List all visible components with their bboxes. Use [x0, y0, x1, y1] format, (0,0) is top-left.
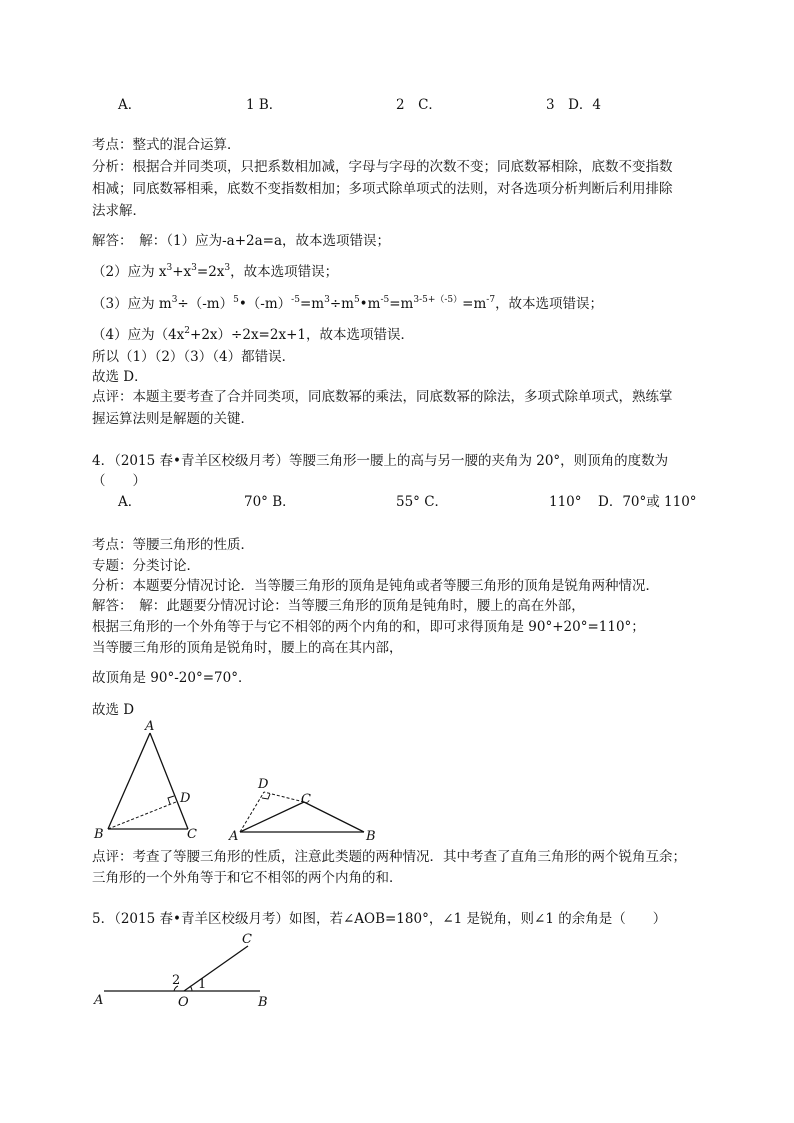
label-d: D — [180, 791, 191, 806]
ray-oc — [184, 946, 248, 991]
q5-figure — [88, 928, 278, 1008]
q3-option-a: A． — [118, 97, 142, 113]
q4-figure-acute — [88, 716, 208, 844]
q4-option-b: 70° B． — [244, 494, 296, 510]
q4-answer: 故选 D — [92, 702, 135, 718]
q4-zhuanti: 专题：分类讨论． — [92, 558, 200, 574]
q4-jieda-3: 当等腰三角形的顶角是锐角时，腰上的高在其内部， — [92, 640, 403, 656]
label-o: O — [178, 995, 189, 1008]
right-angle-mark — [262, 794, 270, 799]
q3-jieda: 解答： 解：（1）应为-a+2a=a，故本选项错误； — [92, 233, 391, 249]
side-ac — [240, 802, 304, 832]
q4-option-c: 55° C． — [396, 494, 449, 510]
q3-option-c: 2 C． — [396, 97, 442, 113]
q4-option-d: D．70°或 110° — [598, 494, 697, 510]
q3-fenxi-2: 相减；同底数幂相乘，底数不变指数相加；多项式除单项式的法则，对各选项分析判断后利用排除 — [92, 181, 673, 197]
label-2: 2 — [172, 973, 181, 988]
q3-step-2: （2）应为 $x^3+x^3=2x^3$，故本选项错误； — [92, 263, 339, 280]
q4-option-a: A． — [118, 494, 142, 510]
q4-stem-bracket: （ ） — [92, 473, 146, 489]
q3-answer: 故选 D． — [92, 369, 148, 385]
label-c: C — [301, 792, 311, 807]
q3-step-4: （4）应为$(4x^2+2x)\div 2x=2x+1$，故本选项错误． — [92, 326, 414, 343]
q3-dianping-2: 握运算法则是解题的关键． — [92, 411, 254, 427]
label-b: B — [94, 827, 104, 842]
label-d: D — [258, 777, 269, 792]
q4-dianping-1: 点评：考查了等腰三角形的性质，注意此类题的两种情况．其中考查了直角三角形的两个锐角互余； — [92, 849, 686, 865]
label-a: A — [145, 719, 155, 734]
q4-option-c-value: 110° — [549, 494, 582, 510]
side-ab — [108, 733, 150, 829]
q4-dianping-2: 三角形的一个外角等于和它不相邻的两个内角的和． — [92, 870, 403, 886]
label-b: B — [366, 829, 376, 842]
q3-fenxi-1: 分析：根据合并同类项，只把系数相加减，字母与字母的次数不变；同底数幂相除，底数不变指数 — [92, 159, 673, 175]
q3-suoyi: 所以（1）（2）（3）（4）都错误． — [92, 349, 296, 365]
label-a: A — [94, 993, 104, 1008]
extension-cd — [264, 792, 304, 802]
q4-jieda: 解答： 解：此题要分情况讨论：当等腰三角形的顶角是钝角时，腰上的高在外部， — [92, 598, 585, 614]
side-cb — [304, 802, 364, 832]
q3-option-d: 3 D．4 — [546, 97, 602, 113]
q3-option-b: 1 B． — [246, 97, 283, 113]
q3-kaodian: 考点：整式的混合运算． — [92, 137, 241, 153]
side-ac — [150, 733, 188, 829]
q4-stem: 4．（2015 春•青羊区校级月考）等腰三角形一腰上的高与另一腰的夹角为 20°，则顶角的度数为 — [92, 453, 669, 469]
label-c: C — [187, 827, 197, 842]
label-b: B — [258, 995, 268, 1008]
q4-jieda-2: 根据三角形的一个外角等于与它不相邻的两个内角的和，即可求得顶角是 90°+20°=110°； — [92, 619, 645, 635]
q4-figure-obtuse — [226, 774, 382, 842]
label-c: C — [242, 932, 252, 947]
label-1: 1 — [198, 977, 207, 992]
q3-step-3: （3）应为 $m^3\div(-m)^5•(-m)^{-5}=m^3\div m^5•m^{-5}=m^{3-5+(-5)}=m^{-7}$，故本选项错误； — [92, 295, 604, 312]
q4-jieda-4: 故顶角是 90°-20°=70°． — [92, 670, 252, 686]
q4-fenxi: 分析：本题要分情况讨论．当等腰三角形的顶角是钝角或者等腰三角形的顶角是锐角两种情况． — [92, 578, 659, 594]
q4-kaodian: 考点：等腰三角形的性质． — [92, 537, 254, 553]
label-a: A — [229, 829, 239, 842]
q3-fenxi-3: 法求解． — [92, 203, 146, 219]
q5-stem: 5．（2015 春•青羊区校级月考）如图，若∠AOB=180°，∠1 是锐角，则∠1 的余角是（ ） — [92, 911, 667, 927]
q3-dianping-1: 点评：本题主要考查了合并同类项，同底数幂的乘法，同底数幂的除法，多项式除单项式，熟练掌 — [92, 389, 673, 405]
angle-1-arc — [190, 986, 192, 991]
